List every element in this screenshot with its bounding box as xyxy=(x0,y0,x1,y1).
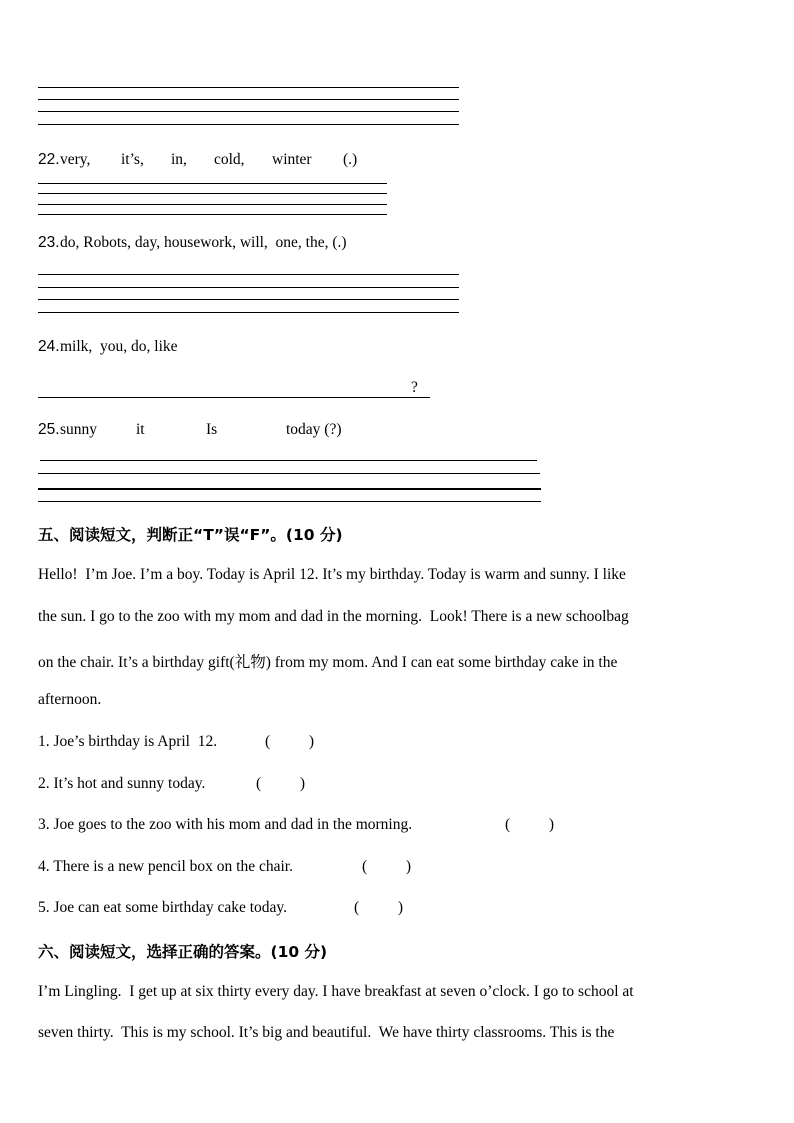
answer-blank[interactable]: ( ) xyxy=(505,816,555,833)
answer-line xyxy=(38,124,459,125)
passage-line: the sun. I go to the zoo with my mom and dad in the morning. Look! There is a new schoolbag xyxy=(38,608,629,625)
scramble-word: very, xyxy=(60,151,91,168)
answer-blank[interactable]: ( ) xyxy=(362,858,412,875)
scramble-word: in, xyxy=(171,151,187,168)
scramble-word: cold, xyxy=(214,151,245,168)
answer-line xyxy=(38,501,541,502)
answer-line xyxy=(38,274,459,275)
answer-blank[interactable]: ( ) xyxy=(256,775,306,792)
question-number: 25. xyxy=(38,421,60,438)
scramble-word: it’s, xyxy=(121,151,144,168)
answer-line xyxy=(38,204,387,205)
answer-line xyxy=(38,87,459,88)
question-text: 4. There is a new pencil box on the chair. xyxy=(38,858,293,875)
question-number: 22. xyxy=(38,151,60,168)
answer-line xyxy=(40,460,537,461)
question-number: 24. xyxy=(38,338,60,355)
scramble-word: (.) xyxy=(343,151,358,168)
answer-line xyxy=(38,214,387,215)
scramble-words: do, Robots, day, housework, will, one, the, (.) xyxy=(60,234,347,251)
answer-line xyxy=(38,193,387,194)
answer-line xyxy=(38,111,459,112)
passage-line: on the chair. It’s a birthday gift(礼物) from my mom. And I can eat some birthday cake in the xyxy=(38,654,618,671)
answer-blank[interactable]: ( ) xyxy=(265,733,315,750)
scramble-word: winter xyxy=(272,151,312,168)
answer-line xyxy=(38,397,430,398)
question-text: 2. It’s hot and sunny today. xyxy=(38,775,206,792)
section-title: 六、阅读短文，选择正确的答案。(10 分) xyxy=(38,943,328,961)
section-title: 五、阅读短文，判断正“T”误“F”。(10 分) xyxy=(38,526,343,544)
answer-line xyxy=(38,183,387,184)
question-text: 3. Joe goes to the zoo with his mom and dad in the morning. xyxy=(38,816,413,833)
scramble-word: it xyxy=(136,421,145,438)
scramble-words: milk, you, do, like xyxy=(60,338,178,355)
answer-line xyxy=(38,488,541,490)
passage-line: I’m Lingling. I get up at six thirty every day. I have breakfast at seven o’clock. I go to school at xyxy=(38,983,634,1000)
passage-line: Hello! I’m Joe. I’m a boy. Today is April 12. It’s my birthday. Today is warm and sunny. I like xyxy=(38,566,626,583)
question-text: 5. Joe can eat some birthday cake today. xyxy=(38,899,288,916)
passage-line: afternoon. xyxy=(38,691,102,708)
scramble-word: sunny xyxy=(60,421,98,438)
answer-line xyxy=(38,299,459,300)
passage-line: seven thirty. This is my school. It’s big and beautiful. We have thirty classrooms. This is the xyxy=(38,1024,615,1041)
answer-line xyxy=(38,287,459,288)
scramble-word: Is xyxy=(206,421,218,438)
question-number: 23. xyxy=(38,234,60,251)
answer-line xyxy=(38,99,459,100)
answer-line xyxy=(38,312,459,313)
end-mark: ? xyxy=(411,379,418,396)
answer-blank[interactable]: ( ) xyxy=(354,899,404,916)
question-text: 1. Joe’s birthday is April 12. xyxy=(38,733,218,750)
scramble-word: today (?) xyxy=(286,421,342,438)
answer-line xyxy=(38,473,540,474)
